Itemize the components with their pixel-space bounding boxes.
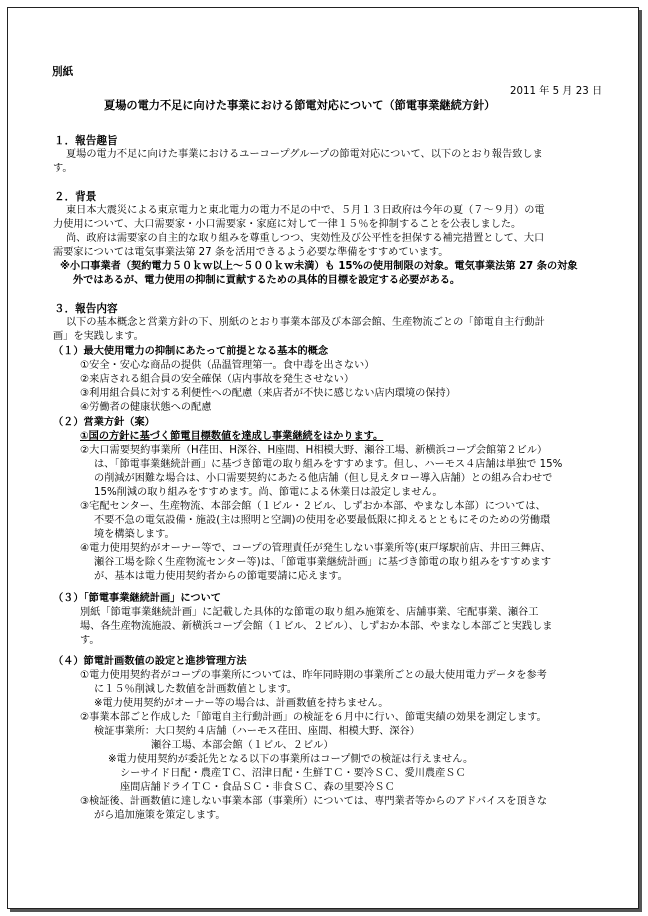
section-1-text: 夏場の電力不足に向けた事業におけるユーコープグループの節電対応について、以下のとおり報告致しま xyxy=(66,149,543,160)
section-1-heading: １．報告趣旨 xyxy=(54,135,118,147)
list-item-cont: が、基本は電力使用契約者からの節電要請に応えます。 xyxy=(94,571,348,582)
list-item-note: ※電力使用契約が委託先となる以下の事業所はコープ側での検証は行えません。 xyxy=(108,754,474,765)
section-3-intro: 以下の基本概念と営業方針の下、別紙のとおり事業本部及び本部会館、生産物流ごとの「節電自主行動計 xyxy=(66,317,545,328)
list-item: ①国の方針に基づく節電目標数値を達成し事業継続をはかります。 xyxy=(80,431,384,442)
attachment-label: 別紙 xyxy=(52,66,74,78)
list-item: ③利用組合員に対する利便性への配慮（来店者が不快に感じない店内環境の保持） xyxy=(80,388,456,399)
list-item: ②大口需要契約事業所（H荏田、H深谷、H座間、H相模大野、瀬谷工場、新横浜コープ会館第２ビル） xyxy=(80,445,548,456)
document-date: 2011 年 5 月 23 日 xyxy=(510,86,603,97)
section-2-text: 東日本大震災による東京電力と東北電力の電力不足の中で、５月１３日政府は今年の夏（７～９月）の電 xyxy=(66,205,545,216)
document-title: 夏場の電力不足に向けた事業における節電対応について（節電事業継続方針） xyxy=(104,99,496,112)
list-item-cont: 瀬谷工場、本部会館（１ビル、２ビル） xyxy=(151,740,334,751)
list-item: ②事業本部ごと作成した「節電自主行動計画」の検証を６月中に行い、節電実績の効果を測定します。 xyxy=(80,712,547,723)
subsection-3-text: 場、各生産物流施設、新横浜コープ会館（１ビル、２ビル）、しずおか本部、やまなし本部ごと実践しま xyxy=(80,621,553,632)
subsection-2-heading: （２）営業方針（案） xyxy=(53,417,155,428)
list-item: ④労働者の健康状態への配慮 xyxy=(80,402,212,413)
subsection-1-heading: （１）最大使用電力の抑制にあたって前提となる基本的概念 xyxy=(53,346,329,357)
list-item-cont: シーサイド日配・農産ＴＣ、沼津日配・生鮮ＴＣ・要冷ＳＣ、愛川農産ＳＣ xyxy=(120,768,466,779)
list-item-cont: 15%削減の取り組みをすすめます。尚、節電による休業日は設定しません。 xyxy=(94,487,443,498)
list-item-cont: は、「節電事業継続計画」に基づき節電の取り組みをすすめます。但し、ハーモス４店舗は単独で 15% xyxy=(94,459,563,470)
list-item-cont: 検証事業所：大口契約４店舗（ハーモス荏田、座間、相模大野、深谷） xyxy=(94,726,420,737)
list-item: ③宅配センター、生産物流、本部会館（１ビル・２ビル、しずおか本部、やまなし本部）については、 xyxy=(80,501,546,512)
list-item: ③検証後、計画数値に達しない事業本部（事業所）については、専門業者等からのアドバイスを頂きな xyxy=(80,796,548,807)
subsection-3-heading: （３）「節電事業継続計画」について xyxy=(53,593,221,604)
subsection-3-text: す。 xyxy=(80,635,100,646)
list-item-cont: 座間店舗ドライＴＣ・食品ＳＣ・非食ＳＣ、森の里要冷ＳＣ xyxy=(120,782,395,793)
list-item-cont: 瀬谷工場を除く生産物流センター等)は、「節電事業継続計画」に基づき節電の取り組みをすすめます xyxy=(94,557,552,568)
list-item-note: ※電力使用契約がオーナー等の場合は、計画数値を持ちません。 xyxy=(94,698,389,709)
section-2-text: 需要家については電気事業法第 27 条を活用できるよう必要な準備をすすめています。 xyxy=(53,247,449,258)
section-2-note: 外ではあるが、電力使用の抑制に貢献するための具体的目標を設定する必要がある。 xyxy=(73,275,461,286)
list-item-cont: に１５％削減した数値を計画数値とします。 xyxy=(94,684,297,695)
section-3-heading: ３．報告内容 xyxy=(54,303,118,315)
subsection-3-text: 別紙「節電事業継続計画」に記載した具体的な節電の取り組み施策を、店舗事業、宅配事業、瀬谷工 xyxy=(80,607,539,618)
subsection-4-heading: （４）節電計画数値の設定と進捗管理方法 xyxy=(53,656,247,667)
section-1-text: す。 xyxy=(53,163,73,174)
section-2-note: ※小口事業者（契約電力５０ｋｗ以上～５００ｋｗ未満）も 15%の使用制限の対象。電気事業法第 27 条の対象 xyxy=(60,261,578,272)
list-item: ②来店される組合員の安全確保（店内事故を発生させない） xyxy=(80,374,355,385)
list-item-cont: の削減が困難な場合は、小口需要契約にあたる他店舗（但し見えタロー導入店舗）との組み合わせで xyxy=(94,473,553,484)
list-item: ④電力使用契約がオーナー等で、コープの管理責任が発生しない事業所等(東戸塚駅前店、井田三舞店、 xyxy=(80,543,551,554)
list-item: ①安全・安心な商品の提供（品温管理第一。食中毒を出さない） xyxy=(80,360,375,371)
section-2-text: 力使用について、大口需要家・小口需要家・家庭に対して一律１５％を抑制することを公表しました。 xyxy=(53,219,522,230)
list-item: ①電力使用契約者がコープの事業所については、昨年同時期の事業所ごとの最大使用電力データを参考 xyxy=(80,670,547,681)
section-2-text: 尚、政府は需要家の自主的な取り組みを尊重しつつ、実効性及び公平性を担保する補完措置として、大口 xyxy=(66,233,545,244)
list-item-cont: がら追加施策を策定します。 xyxy=(94,810,226,821)
section-3-intro: 画」を実践します。 xyxy=(53,331,144,342)
section-2-heading: ２．背景 xyxy=(54,191,97,203)
document-page xyxy=(7,7,639,909)
list-item-cont: 不要不急の電気設備・施設(主は照明と空調)の使用を必要最低限に抑えるとともにそのための労働環 xyxy=(94,515,551,526)
list-item-cont: 境を構築します。 xyxy=(94,529,175,540)
